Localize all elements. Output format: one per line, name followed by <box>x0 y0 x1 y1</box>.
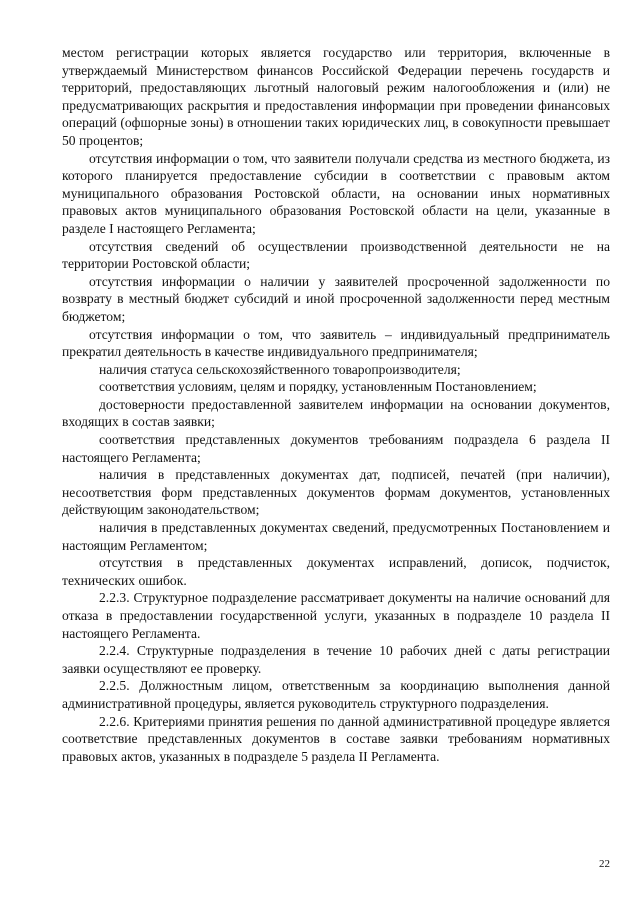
paragraph-2-2-5: 2.2.5. Должностным лицом, ответственным за координацию выполнения данной административной процедуры, является руководитель структурного подразделения. <box>62 678 610 711</box>
paragraph-2-2-6: 2.2.6. Критериями принятия решения по данной административной процедуре является соответствие представленных документов в составе заявки требованиям нормативных правовых актов, указанных в подразделе 5 раздела II Регламента. <box>62 713 610 764</box>
paragraph-requirements: соответствия представленных документов требованиям подраздела 6 раздела II настоящего Регламента; <box>62 432 610 465</box>
paragraph-offshore: местом регистрации которых является государство или территория, включенные в утверждаемый Министерством финансов Российской Федерации перечень государств и территорий, предоставляющих льготный налоговый режим налогообложения и (или) не предусматривающих раскрытия и предоставления информации при проведении финансовых операций (офшорные зоны) в отношении таких юридических лиц, в совокупности превышает 50 процентов; <box>62 45 610 148</box>
paragraph-producer-status: наличия статуса сельскохозяйственного товаропроизводителя; <box>99 361 461 377</box>
document-body <box>62 44 610 765</box>
paragraph-dates-signatures: наличия в представленных документах дат, подписей, печатей (при наличии), несоответствия форм представленных документов формам документов, установленных действующим законодательством; <box>62 467 610 518</box>
paragraph-production-activity: отсутствия сведений об осуществлении производственной деятельности не на территории Ростовской области; <box>62 238 610 272</box>
paragraph-entrepreneur: отсутствия информации о том, что заявитель – индивидуальный предприниматель прекратил деятельность в качестве индивидуального предпринимателя; <box>62 326 610 360</box>
paragraph-local-budget: отсутствия информации о том, что заявители получали средства из местного бюджета, из которого планируется предоставление субсидии в соответствии с правовым актом муниципального образования Ростовской области, на основании иных нормативных правовых актов муниципального образования Ростовской области на цели, указанные в разделе I настоящего Регламента; <box>62 150 610 236</box>
paragraph-2-2-4: 2.2.4. Структурные подразделения в течение 10 рабочих дней с даты регистрации заявки осуществляют ее проверку. <box>62 643 610 676</box>
paragraph-corrections: отсутствия в представленных документах исправлений, дописок, подчисток, технических ошибок. <box>62 555 610 588</box>
paragraph-2-2-3: 2.2.3. Структурное подразделение рассматривает документы на наличие оснований для отказа в предоставлении государственной услуги, указанных в подразделе 10 раздела II настоящего Регламента. <box>62 590 610 641</box>
paragraph-overdue-debt: отсутствия информации о наличии у заявителей просроченной задолженности по возврату в местный бюджет субсидий и иной просроченной задолженности перед местным бюджетом; <box>62 273 610 324</box>
paragraph-reliability: достоверности предоставленной заявителем информации на основании документов, входящих в состав заявки; <box>62 396 610 430</box>
page-number: 22 <box>599 858 610 870</box>
paragraph-conditions: соответствия условиям, целям и порядку, установленным Постановлением; <box>99 379 537 395</box>
paragraph-information: наличия в представленных документах сведений, предусмотренных Постановлением и настоящим Регламентом; <box>62 520 610 553</box>
